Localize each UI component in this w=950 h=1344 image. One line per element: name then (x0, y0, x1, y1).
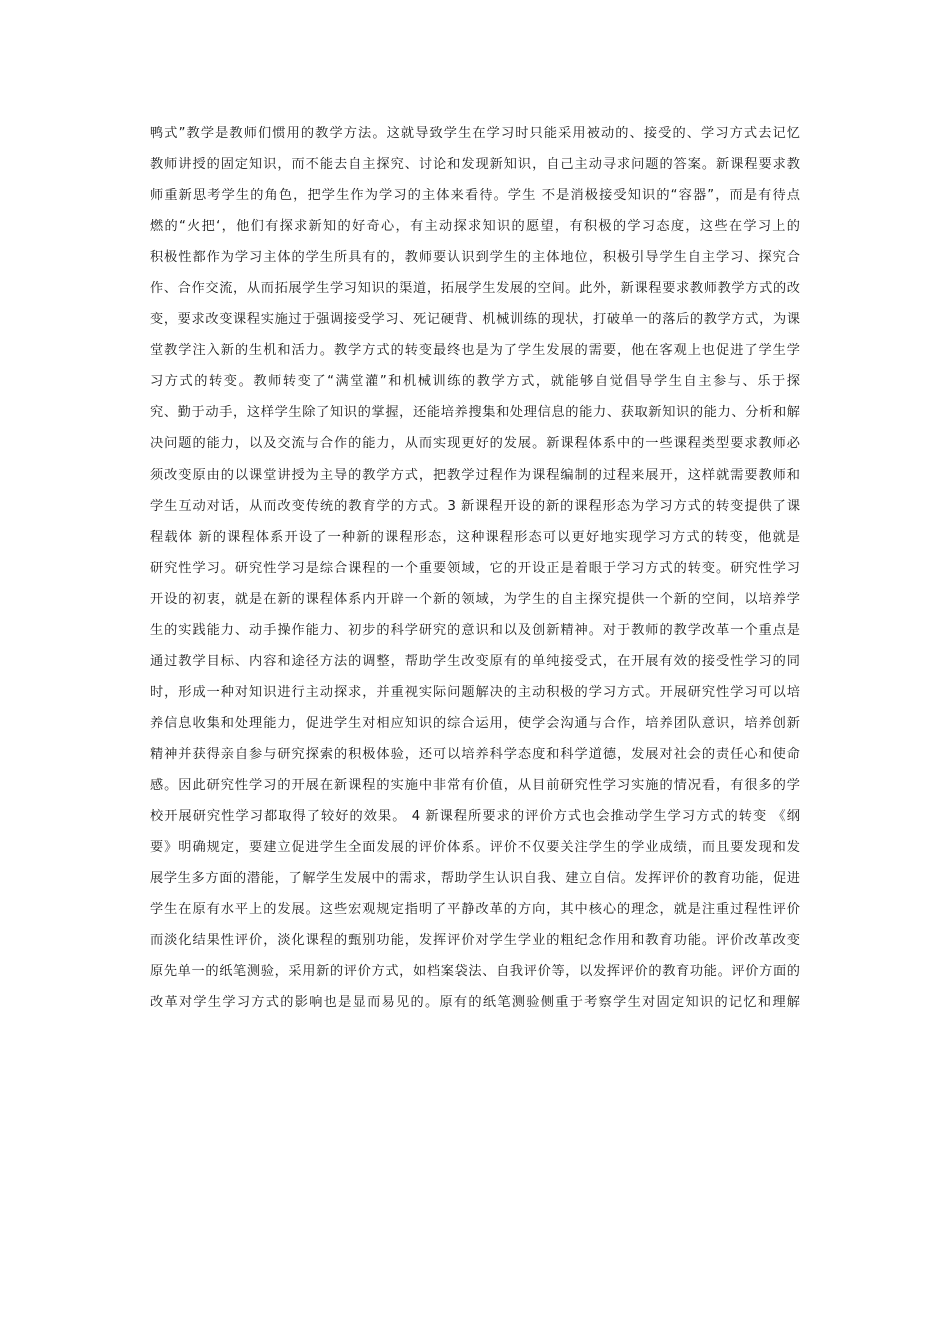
text-line: 校开展研究性学习都取得了较好的效果。 4 新课程所要求的评价方式也会推动学生学习方式的转变 《纲 (150, 809, 800, 825)
text-line: 精神并获得亲自参与研究探索的积极体验，还可以培养科学态度和科学道德，发展对社会的责任心和使命 (150, 746, 800, 762)
text-line: 时，形成一种对知识进行主动探求，并重视实际问题解决的主动积极的学习方式。开展研究性学习可以培 (150, 684, 800, 700)
text-line: 要》明确规定，要建立促进学生全面发展的评价体系。评价不仅要关注学生的学业成绩，而且要发现和发 (150, 840, 800, 856)
text-line: 改革对学生学习方式的影响也是显而易见的。原有的纸笔测验侧重于考察学生对固定知识的记忆和理解 (150, 995, 800, 1011)
text-line: 通过教学目标、内容和途径方法的调整，帮助学生改变原有的单纯接受式，在开展有效的接受性学习的同 (150, 653, 800, 669)
text-line: 教师讲授的固定知识，而不能去自主探究、讨论和发现新知识，自己主动寻求问题的答案。新课程要求教 (150, 157, 800, 173)
text-line: 开设的初衷，就是在新的课程体系内开辟一个新的领域，为学生的自主探究提供一个新的空间，以培养学 (150, 591, 800, 607)
body-text (150, 118, 800, 1018)
text-line: 原先单一的纸笔测验，采用新的评价方式，如档案袋法、自我评价等，以发挥评价的教育功能。评价方面的 (150, 964, 800, 980)
text-line: 养信息收集和处理能力，促进学生对相应知识的综合运用，使学会沟通与合作，培养团队意识，培养创新 (150, 715, 800, 731)
text-line: 须改变原由的以课堂讲授为主导的教学方式，把教学过程作为课程编制的过程来展开，这样就需要教师和 (150, 467, 800, 483)
text-line: 堂教学注入新的生机和活力。教学方式的转变最终也是为了学生发展的需要，他在客观上也促进了学生学 (150, 343, 800, 359)
text-line: 而淡化结果性评价，淡化课程的甄别功能，发挥评价对学生学业的粗纪念作用和教育功能。评价改革改变 (150, 933, 800, 949)
text-line: 展学生多方面的潜能，了解学生发展中的需求，帮助学生认识自我、建立自信。发挥评价的教育功能，促进 (150, 871, 800, 887)
text-line: 学生在原有水平上的发展。这些宏观规定指明了平静改革的方向，其中核心的理念，就是注重过程性评价 (150, 902, 800, 918)
text-line: 燃的“火把‘，他们有探求新知的好奇心，有主动探求知识的愿望，有积极的学习态度，这些在学习上的 (150, 219, 800, 235)
text-line: 生的实践能力、动手操作能力、初步的科学研究的意识和以及创新精神。对于教师的教学改革一个重点是 (150, 622, 800, 638)
text-line: 感。因此研究性学习的开展在新课程的实施中非常有价值，从目前研究性学习实施的情况看，有很多的学 (150, 777, 800, 793)
text-line: 鸭式”教学是教师们惯用的教学方法。这就导致学生在学习时只能采用被动的、接受的、学习方式去记忆 (150, 126, 800, 141)
text-line: 积极性都作为学习主体的学生所具有的，教师要认识到学生的主体地位，积极引导学生自主学习、探究合 (150, 250, 800, 266)
text-line: 决问题的能力，以及交流与合作的能力，从而实现更好的发展。新课程体系中的一些课程类型要求教师必 (150, 436, 800, 452)
text-line: 师重新思考学生的角色，把学生作为学习的主体来看待。学生 不是消极接受知识的“容器”，而是有待点 (150, 188, 800, 204)
text-line: 作、合作交流，从而拓展学生学习知识的渠道，拓展学生发展的空间。此外，新课程要求教师教学方式的改 (150, 281, 800, 297)
text-line: 研究性学习。研究性学习是综合课程的一个重要领域，它的开设正是着眼于学习方式的转变。研究性学习 (150, 560, 800, 576)
text-line: 程载体 新的课程体系开设了一种新的课程形态，这种课程形态可以更好地实现学习方式的转变，他就是 (150, 529, 800, 545)
text-line: 习方式的转变。教师转变了“满堂灌”和机械训练的教学方式，就能够自觉倡导学生自主参与、乐于探 (150, 374, 800, 390)
text-line: 究、勤于动手，这样学生除了知识的掌握，还能培养搜集和处理信息的能力、获取新知识的能力、分析和解 (150, 405, 800, 421)
text-line: 学生互动对话，从而改变传统的教育学的方式。3 新课程开设的新的课程形态为学习方式的转变提供了课 (150, 498, 800, 514)
text-line: 变，要求改变课程实施过于强调接受学习、死记硬背、机械训练的现状，打破单一的落后的教学方式，为课 (150, 312, 800, 328)
